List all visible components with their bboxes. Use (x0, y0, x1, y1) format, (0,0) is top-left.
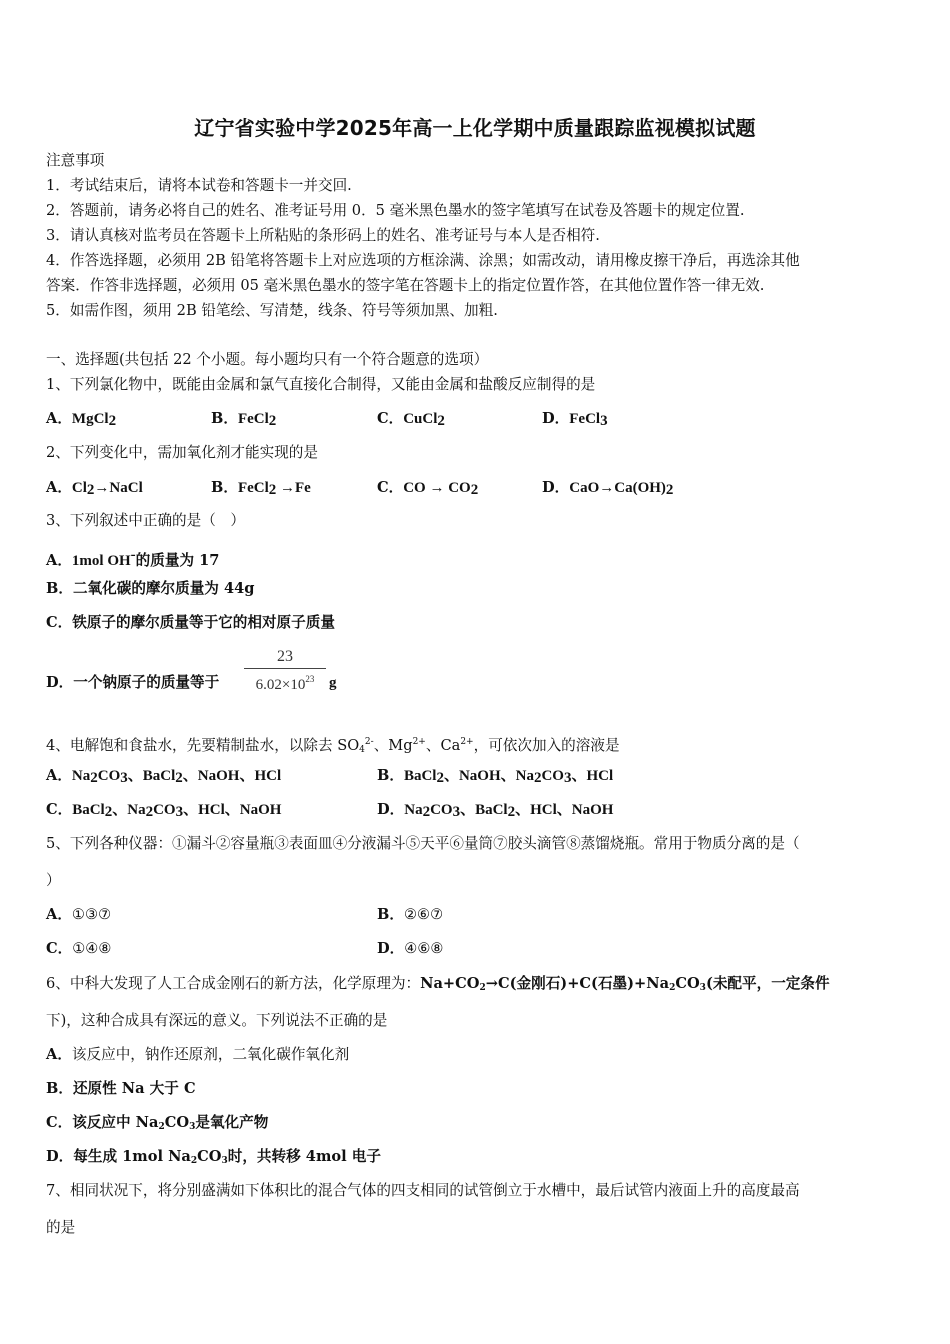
fraction-numerator: 23 (244, 647, 326, 669)
q6-option-d[interactable]: D．每生成 1mol $Na_2CO_3$时，共转移 4mol 电子 (46, 1148, 381, 1166)
question-5-stem: 5、下列各种仪器：①漏斗②容量瓶③表面皿④分液漏斗⑤天平⑥量筒⑦胶头滴管⑧蒸馏烧瓶。常用于物质分离的是（ (46, 835, 800, 852)
q6-option-c[interactable]: C．该反应中 $Na_2CO_3$是氧化产物 (46, 1114, 269, 1132)
question-7-stem: 7、相同状况下，将分别盛满如下体积比的混合气体的四支相同的试管倒立于水槽中，最后试管内液面上升的高度最高 (46, 1182, 800, 1199)
fraction-denominator: $6.02\times 10^{23}$ (255, 674, 315, 693)
q5-option-a[interactable]: A．①③⑦ (46, 906, 112, 923)
notice-item: 5．如需作图，须用 2B 铅笔绘、写清楚，线条、符号等须加黑、加粗. (46, 302, 498, 319)
notice-item: 答案．作答非选择题，必须用 05 毫米黑色墨水的签字笔在答题卡上的指定位置作答，在其他位置作答一律无效. (46, 277, 765, 294)
question-1-stem: 1、下列氯化物中，既能由金属和氯气直接化合制得，又能由金属和盐酸反应制得的是 (46, 376, 596, 393)
notice-heading: 注意事项 (46, 152, 105, 169)
q5-option-b[interactable]: B．②⑥⑦ (377, 906, 444, 923)
question-2-stem: 2、下列变化中，需加氧化剂才能实现的是 (46, 444, 318, 461)
q2-option-c[interactable]: C．CO → $CO_2$ (377, 479, 479, 498)
q4-option-a[interactable]: A．$Na_2CO_3$、BaCl$_2$、NaOH、HCl (46, 767, 282, 786)
q3-option-c[interactable]: C．铁原子的摩尔质量等于它的相对原子质量 (46, 614, 335, 631)
q1-option-c[interactable]: C．CuCl$_2$ (377, 410, 445, 429)
q6-option-b[interactable]: B．还原性 Na 大于 C (46, 1080, 196, 1097)
q3-option-b[interactable]: B．二氧化碳的摩尔质量为 44g (46, 580, 255, 597)
question-6-stem-cont: 下)，这种合成具有深远的意义。下列说法不正确的是 (46, 1012, 388, 1029)
notice-item: 3．请认真核对监考员在答题卡上所粘贴的条形码上的姓名、准考证号与本人是否相符. (46, 227, 600, 244)
question-6-stem: 6、中科大发现了人工合成金刚石的新方法，化学原理为：$Na+CO_2\to C$(金刚石)+C(石墨)$+Na_2CO_3$(未配平，一定条件 (46, 975, 830, 993)
page-title: 辽宁省实验中学2025年高一上化学期中质量跟踪监视模拟试题 (194, 116, 756, 140)
q4-option-d[interactable]: D．$Na_2CO_3$、BaCl$_2$、HCl、NaOH (377, 801, 614, 820)
sodium-mass-fraction (244, 647, 326, 695)
notice-item: 4．作答选择题，必须用 2B 铅笔将答题卡上对应选项的方框涂满、涂黑；如需改动，请用橡皮擦干净后，再选涂其他 (46, 252, 800, 269)
question-5-stem-cont: ） (46, 872, 61, 889)
q2-option-b[interactable]: B．FeCl$_2$ →Fe (211, 479, 311, 498)
q6-option-a[interactable]: A．该反应中，钠作还原剂，二氧化碳作氧化剂 (46, 1046, 350, 1063)
q5-option-c[interactable]: C．①④⑧ (46, 940, 112, 957)
q2-option-d[interactable]: D．$CaO\to Ca(OH)_2$ (542, 479, 674, 498)
notice-item: 2．答题前，请务必将自己的姓名、准考证号用 0．5 毫米黑色墨水的签字笔填写在试卷及答题卡的规定位置. (46, 202, 745, 219)
q3-option-a[interactable]: A．1mol OH-的质量为 17 (46, 547, 220, 569)
question-3-stem: 3、下列叙述中正确的是（ ） (46, 512, 246, 529)
question-7-stem-cont: 的是 (46, 1219, 76, 1236)
q4-option-c[interactable]: C．BaCl$_2$、$Na_2CO_3$、HCl、NaOH (46, 801, 282, 820)
section-heading: 一、选择题(共包括 22 个小题。每小题均只有一个符合题意的选项） (46, 351, 489, 368)
q5-option-d[interactable]: D．④⑥⑧ (377, 940, 444, 957)
q1-option-d[interactable]: D．FeCl$_3$ (542, 410, 608, 429)
question-4-stem: 4、电解饱和食盐水，先要精制盐水，以除去 $SO_4^{2-}$、$Mg^{2+}$、$Ca^{2+}$，可依次加入的溶液是 (46, 737, 620, 755)
q3-option-d-unit: g (329, 675, 337, 691)
q1-option-a[interactable]: A．MgCl$_2$ (46, 410, 117, 429)
q4-option-b[interactable]: B．BaCl$_2$、NaOH、$Na_2CO_3$、HCl (377, 767, 614, 786)
q3-option-d[interactable]: D．一个钠原子的质量等于 (46, 674, 220, 691)
notice-item: 1．考试结束后，请将本试卷和答题卡一并交回. (46, 177, 352, 194)
q1-option-b[interactable]: B．FeCl$_2$ (211, 410, 277, 429)
q2-option-a[interactable]: A．$Cl_2\to NaCl$ (46, 479, 143, 498)
